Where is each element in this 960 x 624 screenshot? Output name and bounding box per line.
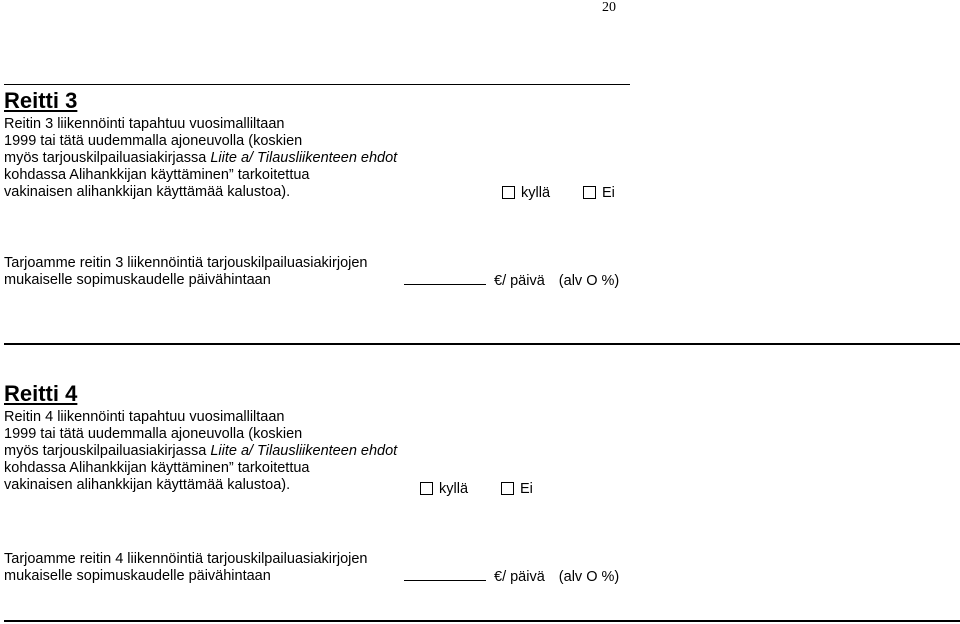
offer-line: mukaiselle sopimuskaudelle päivähintaan (4, 568, 271, 584)
price-unit: €/ päivä (494, 569, 545, 585)
description-line: Reitin 3 liikennöinti tapahtuu vuosimalliltaan (4, 116, 285, 132)
offer-text (4, 551, 367, 585)
price-entry (404, 272, 619, 290)
description-line: vakinaisen alihankkijan käyttämää kalustoa). (4, 184, 291, 200)
price-entry (404, 568, 619, 586)
checkbox-no[interactable] (583, 186, 596, 199)
description-text: myös tarjouskilpailuasiakirjassa (4, 443, 211, 459)
option-no[interactable] (583, 185, 615, 202)
section-heading: Reitti 3 (4, 88, 78, 113)
description-line: kohdassa Alihankkijan käyttäminen” tarkoitettua (4, 167, 310, 183)
option-yes[interactable] (420, 481, 468, 498)
section-divider (4, 343, 960, 345)
section-description (4, 409, 644, 494)
section-divider-top (4, 84, 630, 85)
description-line: 1999 tai tätä uudemmalla ajoneuvolla (koskien (4, 133, 303, 149)
description-line: kohdassa Alihankkijan käyttäminen” tarkoitettua (4, 460, 310, 476)
description-text: myös tarjouskilpailuasiakirjassa (4, 150, 211, 166)
section-reitti-4 (4, 381, 644, 494)
description-line: 1999 tai tätä uudemmalla ajoneuvolla (koskien (4, 426, 303, 442)
section-heading: Reitti 4 (4, 381, 78, 406)
offer-line: mukaiselle sopimuskaudelle päivähintaan (4, 272, 271, 288)
checkbox-no[interactable] (501, 482, 514, 495)
offer-line: Tarjoamme reitin 4 liikennöintiä tarjouskilpailuasiakirjojen (4, 551, 368, 567)
description-line (4, 150, 644, 167)
description-line: Reitin 4 liikennöinti tapahtuu vuosimalliltaan (4, 409, 285, 425)
offer-line: Tarjoamme reitin 3 liikennöintiä tarjouskilpailuasiakirjojen (4, 255, 368, 271)
offer-text (4, 255, 367, 289)
option-yes[interactable] (502, 185, 550, 202)
option-no-label: Ei (520, 481, 533, 497)
document-reference: Liite a/ Tilausliikenteen ehdot (210, 443, 398, 459)
option-yes-label: kyllä (439, 481, 469, 497)
description-line (4, 443, 644, 460)
description-line: vakinaisen alihankkijan käyttämää kalustoa). (4, 477, 291, 493)
vat-note: (alv O %) (558, 273, 620, 289)
document-reference: Liite a/ Tilausliikenteen ehdot (210, 150, 398, 166)
option-yes-label: kyllä (521, 185, 551, 201)
option-no-label: Ei (602, 185, 615, 201)
vat-note: (alv O %) (558, 569, 620, 585)
price-unit: €/ päivä (494, 273, 545, 289)
checkbox-yes[interactable] (420, 482, 433, 495)
page-number: 20 (602, 0, 616, 15)
checkbox-yes[interactable] (502, 186, 515, 199)
price-input-field[interactable] (404, 272, 486, 285)
price-input-field[interactable] (404, 568, 486, 581)
section-divider-bottom (4, 620, 960, 622)
option-no[interactable] (501, 481, 533, 498)
